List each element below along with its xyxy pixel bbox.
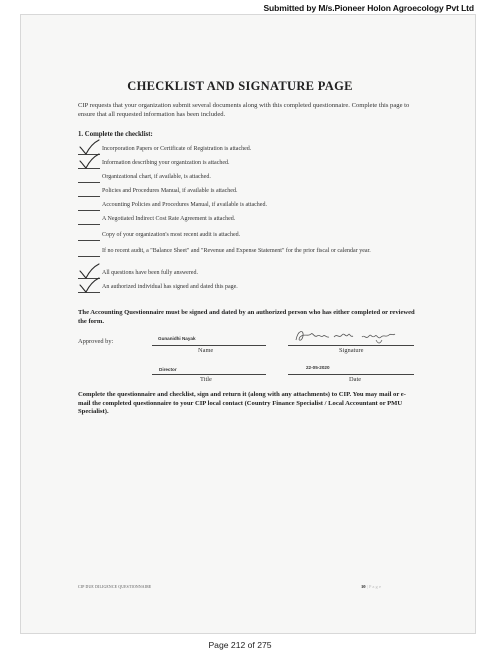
title-label: Title <box>200 376 212 383</box>
checklist-blank-line <box>78 196 100 197</box>
checklist-item-text: A Negotiated Indirect Cost Rate Agreement is attached. <box>102 216 236 222</box>
title-value: Director <box>159 367 177 372</box>
checklist-blank-line <box>78 210 100 211</box>
checklist-blank-line <box>78 224 100 225</box>
closing-instructions: Complete the questionnaire and checklist, sign and return it (along with any attachments) to CIP. You may mail or e-mail the completed questionnaire to your CIP local contact (Country Finance Specialist / Local Accountant or PMU Specialist). <box>78 391 406 416</box>
checkmark-icon <box>78 153 100 169</box>
checklist-item <box>78 188 423 198</box>
checklist-item-text: Copy of your organization's most recent audit is attached. <box>102 232 241 238</box>
checklist-item-text: Information describing your organization is attached. <box>102 160 230 166</box>
checkmark-icon <box>78 277 100 293</box>
footer-page-number <box>361 584 381 589</box>
checklist-item <box>78 174 423 184</box>
title-line <box>152 374 266 375</box>
checklist-item-text: If no recent audit, a "Balance Sheet" and "Revenue and Expense Statement" for the prior fiscal or calendar year. <box>102 248 371 254</box>
checklist-item-text: All questions have been fully answered. <box>102 270 198 276</box>
approver-name-value: Gunanidhi Nayak <box>158 336 196 341</box>
checklist-blank-line <box>78 240 100 241</box>
checklist-item <box>78 284 423 294</box>
checklist-item-text: Incorporation Papers or Certificate of Registration is attached. <box>102 146 252 152</box>
footer-page-num: 10 <box>361 584 366 589</box>
submission-stamp: Submitted by M/s.Pioneer Holon Agroecology Pvt Ltd <box>263 3 474 13</box>
checklist-item <box>78 248 423 266</box>
checklist-blank-line <box>78 182 100 183</box>
checklist-item <box>78 216 423 226</box>
name-label: Name <box>198 347 214 354</box>
approved-by-label: Approved by: <box>78 338 114 345</box>
checklist-item-text: Policies and Procedures Manual, if available is attached. <box>102 188 238 194</box>
checklist-blank-line <box>78 256 100 257</box>
date-label: Date <box>349 376 362 383</box>
footer-page-word: | P a g e <box>366 584 382 589</box>
checklist-item-text: Organizational chart, if available, is attached. <box>102 174 211 180</box>
footer-doc-title: CIP DUE DILIGENCE QUESTIONNAIRE <box>78 585 152 589</box>
checklist-item <box>78 270 423 280</box>
checklist-item-text: Accounting Policies and Procedures Manual, if available is attached. <box>102 202 267 208</box>
checklist-item <box>78 146 423 156</box>
date-value: 22-05-2020 <box>306 365 330 370</box>
accounting-note: The Accounting Questionnaire must be signed and dated by an authorized person who has either completed or reviewed the form. <box>78 309 415 325</box>
checklist-heading: 1. Complete the checklist: <box>78 131 153 138</box>
date-line <box>288 374 414 375</box>
checklist-item <box>78 232 423 242</box>
page-title: CHECKLIST AND SIGNATURE PAGE <box>127 79 353 93</box>
signature-line <box>288 345 414 346</box>
checklist-item <box>78 160 423 170</box>
checklist-item <box>78 202 423 212</box>
pdf-page-count: Page 212 of 275 <box>208 640 272 650</box>
checklist-item-text: An authorized individual has signed and dated this page. <box>102 284 238 290</box>
intro-paragraph: CIP requests that your organization submit several documents along with this completed questionnaire. Complete this page to ensure that all requested information has been included. <box>78 102 410 118</box>
name-line <box>152 345 266 346</box>
signature-label: Signature <box>339 347 364 354</box>
